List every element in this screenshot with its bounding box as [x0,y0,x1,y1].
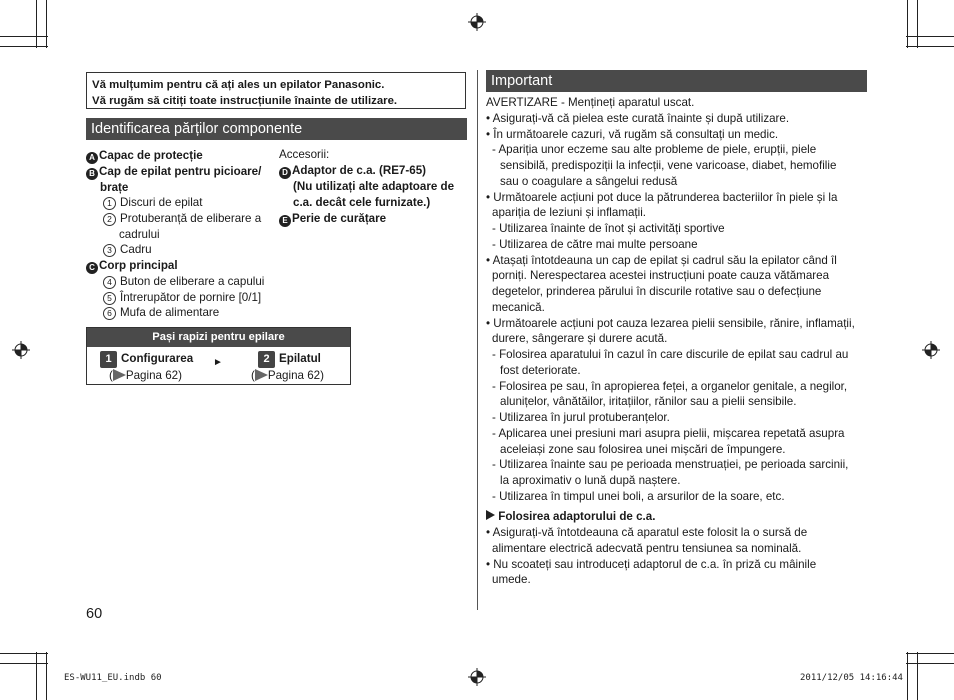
letter-a-icon: A [86,152,98,164]
important-line: durere, sângerare și durere acută. [492,332,668,346]
paren: ( [251,369,255,382]
intro-line: Vă mulțumim pentru că ați ales un epilator Panasonic. [92,79,385,91]
triangle-bullet-icon [486,510,495,520]
page-number: 60 [86,606,103,622]
paren: ( [109,369,113,382]
next-arrow-icon: ► [213,357,223,368]
page-arrow-icon [113,369,126,381]
important-line: mecanică. [492,300,545,314]
step-label: Configurarea [121,352,194,365]
letter-d-icon: D [279,167,291,179]
important-line: - Apariția unor eczeme sau alte probleme de piele, erupții, piele [492,143,817,157]
footer-file: ES-WU11_EU.indb 60 [64,673,162,683]
important-line: • Atașați întotdeauna un cap de epilat și cadrul său la epilator când îl [486,253,837,267]
page-arrow-icon [255,369,268,381]
number-4-icon: 4 [103,276,116,289]
intro-box [86,72,466,109]
important-line: • Următoarele acțiuni pot duce la pătrunderea bacteriilor în piele și la [486,190,838,204]
number-3-icon: 3 [103,244,116,257]
subpart-label: Mufa de alimentare [120,306,220,319]
important-line: • Asigurați-vă că pielea este curată înainte și după utilizare. [486,111,790,125]
part-label: Corp principal [99,259,178,272]
number-6-icon: 6 [103,307,116,320]
part-label: (Nu utilizați alte adaptoare de [293,180,455,193]
intro-line: Vă rugăm să citiți toate instrucțiunile înainte de utilizare. [92,95,398,107]
important-line: - Utilizarea de către mai multe persoane [492,237,698,251]
accessories-label: Accesorii: [279,148,330,161]
quick-steps-box [86,327,351,385]
registration-mark-icon [922,341,940,359]
important-line: apariția de leziuni și inflamații. [492,206,647,220]
adaptor-line: umede. [492,573,531,587]
letter-b-icon: B [86,168,98,180]
important-line: fost deteriorate. [500,363,581,377]
important-line: • În următoarele cazuri, vă rugăm să consultați un medic. [486,127,779,141]
page-reference: Pagina 62) [125,369,182,382]
important-line: - Utilizarea în jurul protuberanțelor. [492,411,670,424]
important-line: sensibilă, predispoziții la infecții, vene varicoase, diabet, hemofilie [500,159,837,172]
subpart-4 [103,274,264,290]
subpart-label: Cadru [120,243,152,256]
number-1-icon: 1 [103,197,116,210]
subpart-2 [103,211,261,227]
important-line: - Utilizarea înainte sau pe perioada menstruației, pe perioada sarcinii, [492,458,849,472]
important-title: Important [486,70,867,92]
part-d [279,163,426,179]
important-line: alunițelor, vânătăilor, iritațiilor, rănilor sau a pielii sensibile. [500,395,797,409]
part-label: Perie de curățare [292,212,387,225]
important-line: • Următoarele acțiuni pot cauza lezarea pielii sensibile, rănire, inflamații, [486,316,855,330]
part-label: Adaptor de c.a. (RE7-65) [292,164,427,177]
step-number: 1 [100,351,117,368]
subpart-label: Buton de eliberare a capului [120,275,265,288]
subpart-label: Discuri de epilat [120,196,203,209]
part-label: Capac de protecție [99,149,203,162]
letter-e-icon: E [279,215,291,227]
column-divider [477,70,478,610]
subpart-6 [103,305,219,321]
subpart-label: cadrului [119,228,160,241]
page-reference: Pagina 62) [267,369,324,382]
registration-mark-icon [468,668,486,686]
important-line: la aproximativ o lună după naștere. [500,474,681,487]
letter-c-icon: C [86,262,98,274]
adaptor-line: alimentare electrică adecvată pentru tensiunea sa nominală. [492,541,802,555]
subpart-label: Protuberanță de eliberare a [120,212,262,225]
part-b [86,164,261,180]
part-label: c.a. decât cele furnizate.) [293,196,431,209]
part-e [279,211,386,227]
subpart-label: Întrerupător de pornire [0/1] [120,291,262,304]
step-2 [258,351,321,368]
part-a [86,148,203,164]
important-line: - Utilizarea înainte de înot și activități sportive [492,222,725,235]
step-label: Epilatul [279,352,321,365]
subpart-5 [103,290,261,306]
important-line: - Folosirea aparatului în cazul în care discurile de epilat sau cadrul au [492,348,849,361]
step-2-reference[interactable] [251,368,324,384]
step-1 [100,351,193,368]
part-c [86,258,178,274]
adaptor-heading-text: Folosirea adaptorului de c.a. [498,510,656,523]
number-5-icon: 5 [103,292,116,305]
subpart-3 [103,242,152,258]
part-label: Cap de epilat pentru picioare/ [99,165,262,178]
registration-mark-icon [12,341,30,359]
important-line: - Utilizarea în timpul unei boli, a arsurilor de la soare, etc. [492,489,785,503]
footer-datetime: 2011/12/05 14:16:44 [800,673,903,683]
important-line: porniți. Nerespectarea acestei instrucțiuni poate cauza vătămarea [492,269,830,283]
important-line: aceleiași zone sau folosirea unei mișcări de împungere. [500,442,786,456]
adaptor-line: • Nu scoateți sau introduceți adaptorul de c.a. în priză cu mâinile [486,557,817,571]
important-line: AVERTIZARE - Mențineți aparatul uscat. [486,96,695,109]
important-line: sau o coagulare a sângelui redusă [500,174,678,188]
step-number: 2 [258,351,275,368]
important-line: - Folosirea pe sau, în apropierea feței, a organelor genitale, a negilor, [492,379,848,393]
adaptor-heading [486,509,655,525]
section-title: Identificarea părților componente [86,118,467,140]
important-line: - Aplicarea unei presiuni mari asupra pielii, mișcarea repetată asupra [492,426,845,440]
step-1-reference[interactable] [109,368,182,384]
adaptor-line: • Asigurați-vă întotdeauna că aparatul este folosit la o sursă de [486,526,808,539]
registration-mark-icon [468,13,486,31]
quick-steps-title: Pași rapizi pentru epilare [87,328,350,347]
important-line: degetelor, prinderea părului în discurile rotative sau o defecțiune [492,285,822,298]
number-2-icon: 2 [103,213,116,226]
subpart-1 [103,195,202,211]
part-label: brațe [100,181,129,194]
